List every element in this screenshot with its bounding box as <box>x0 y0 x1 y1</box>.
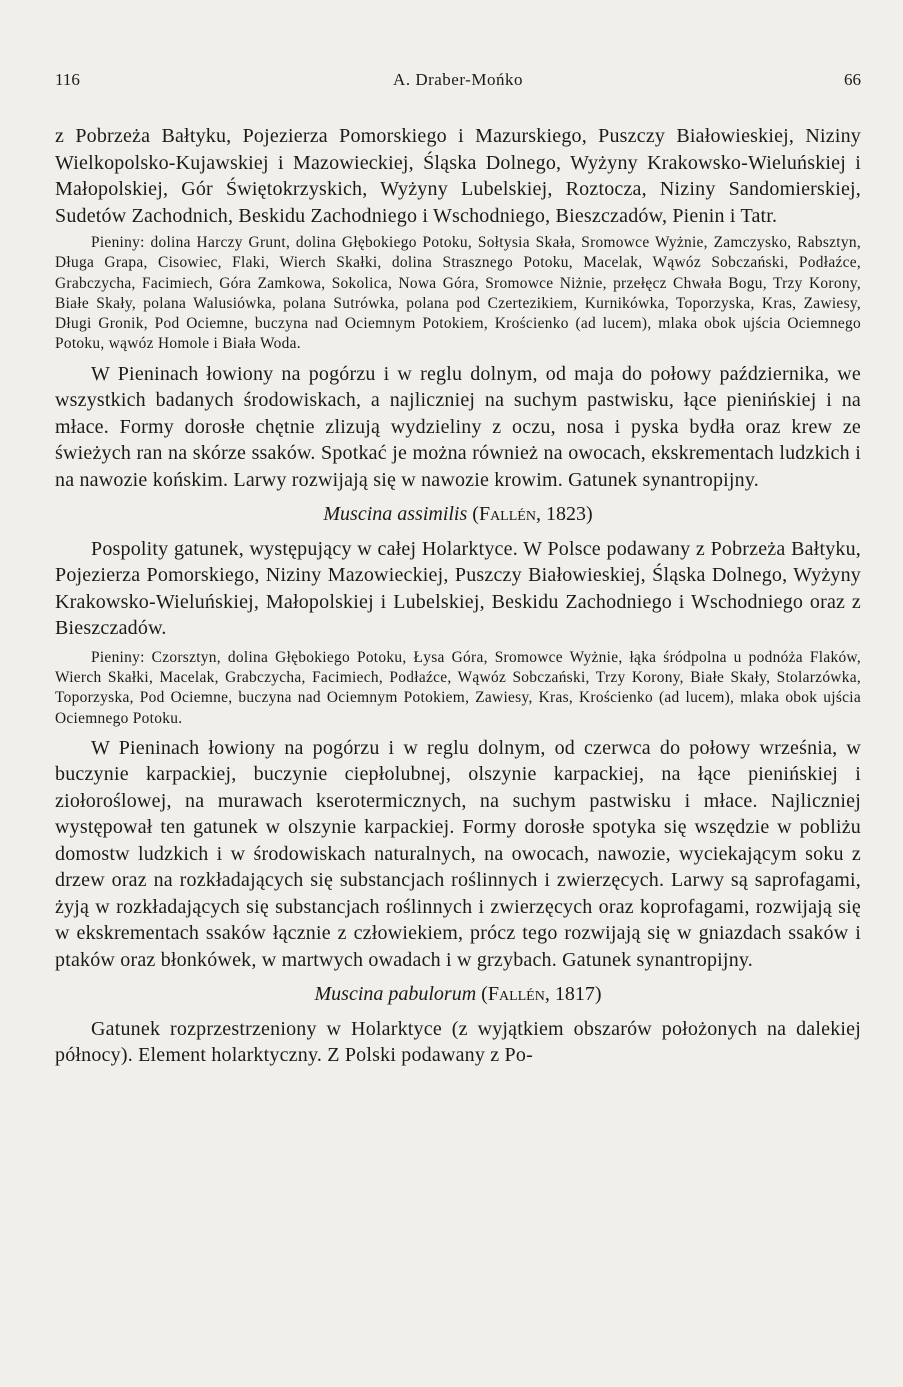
species-author: (Fallén, 1817) <box>481 983 602 1006</box>
paragraph-assimilis-localities: Pieniny: Czorsztyn, dolina Głębokiego Potoku, Łysa Góra, Sromowce Wyżnie, łąka śródpolna u podnóża Flaków, Wierch Skałki, Macelak, Grabczycha, Facimiech, Podłaźce, Wąwóz Sobczański, Trzy Korony, Białe Skały, Stolarzówka, Toporzyska, Pod Ociemne, buczyna nad Ociemnym Potokiem, Zawiesy, Kras, Krościenko (ad lucem), mlaka obok ujścia Ociemnego Potoku. <box>55 648 861 727</box>
species-heading-pabulorum <box>55 981 861 1008</box>
species-author: (Fallén, 1823) <box>472 503 593 526</box>
species-name: Muscina assimilis <box>323 503 468 526</box>
running-header <box>55 70 861 96</box>
text-body <box>55 123 861 1069</box>
issue-number: 66 <box>844 70 861 89</box>
paragraph-localities: Pieniny: dolina Harczy Grunt, dolina Głębokiego Potoku, Sołtysia Skała, Sromowce Wyżnie, Zamczysko, Rabsztyn, Długa Grapa, Cisowiec, Flaki, Wierch Skałki, dolina Strasznego Potoku, Macelak, Wąwóz Sobczański, Podłaźce, Grabczycha, Facimiech, Góra Zamkowa, Sokolica, Nowa Góra, Sromowce Niżnie, przełęcz Chwała Bogu, Trzy Korony, Białe Skały, polana Walusiówka, polana Sutrówka, polana pod Czertezikiem, Kurnikówka, Toporzyska, Kras, Zawiesy, Długi Gronik, Pod Ociemne, buczyna nad Ociemnym Potokiem, Krościenko (ad lucem), mlaka obok ujścia Ociemnego Potoku, wąwóz Homole i Biała Woda. <box>55 234 861 353</box>
paragraph-assimilis-distribution: Pospolity gatunek, występujący w całej Holarktyce. W Polsce podawany z Pobrzeża Bałtyku, Pojezierza Pomorskiego, Niziny Mazowieckiej, Puszczy Białowieskiej, Śląska Dolnego, Wyżyny Krakowsko-Wieluńskiej, Małopolskiej i Lubelskiej, Beskidu Zachodniego i Wschodniego oraz z Bieszczadów. <box>55 537 861 640</box>
paragraph-pabulorum: Gatunek rozprzestrzeniony w Holarktyce (z wyjątkiem obszarów położonych na dalekiej północy). Element holarktyczny. Z Polski podawany z Po- <box>55 1017 861 1067</box>
paragraph-assimilis-ecology: W Pieninach łowiony na pogórzu i w reglu dolnym, od czerwca do połowy września, w buczynie karpackiej, buczynie ciepłolubnej, olszynie karpackiej, na łące pienińskiej i ziołoroślowej, na murawach kserotermicznych, na suchym pastwisku i młace. Najliczniej występował ten gatunek w olszynie karpackiej. Formy dorosłe spotyka się wszędzie w pobliżu domostw ludzkich i w środowiskach naturalnych, na owocach, nawozie, wyciekającym soku z drzew oraz na rozkładających się substancjach roślinnych i zwierzęcych. Larwy są saprofagami, żyją w rozkładających się substancjach roślinnych i zwierzęcych oraz koprofagami, rozwijają się w ekskrementach ssaków łącznie z człowiekiem, prócz tego rozwijają się w gniazdach ssaków i ptaków oraz błonkówek, w martwych owadach i w grzybach. Gatunek synantropijny. <box>55 736 861 971</box>
species-heading-assimilis <box>55 501 861 528</box>
page-number: 116 <box>55 70 80 89</box>
paragraph-distribution: z Pobrzeża Bałtyku, Pojezierza Pomorskiego i Mazurskiego, Puszczy Białowieskiej, Niziny Wielkopolsko-Kujawskiej i Mazowieckiej, Śląska Dolnego, Wyżyny Krakowsko-Wieluńskiej i Małopolskiej, Gór Świętokrzyskich, Wyżyny Lubelskiej, Roztocza, Niziny Sandomierskiej, Sudetów Zachodnich, Beskidu Zachodniego i Wschodniego, Bieszczadów, Pienin i Tatr. <box>55 125 861 227</box>
paragraph-ecology: W Pieninach łowiony na pogórzu i w reglu dolnym, od maja do połowy października, we wszystkich badanych środowiskach, a najliczniej na suchym pastwisku, łące pienińskiej i na młace. Formy dorosłe chętnie zlizują wydzieliny z oczu, nosa i pyska bydła oraz krew ze świeżych ran na skórze ssaków. Spotkać je można również na owocach, ekskrementach ludzkich i na nawozie końskim. Larwy rozwijają się w nawozie krowim. Gatunek synantropijny. <box>55 362 861 491</box>
species-name: Muscina pabulorum <box>314 983 477 1006</box>
running-title: A. Draber-Mońko <box>393 70 523 89</box>
